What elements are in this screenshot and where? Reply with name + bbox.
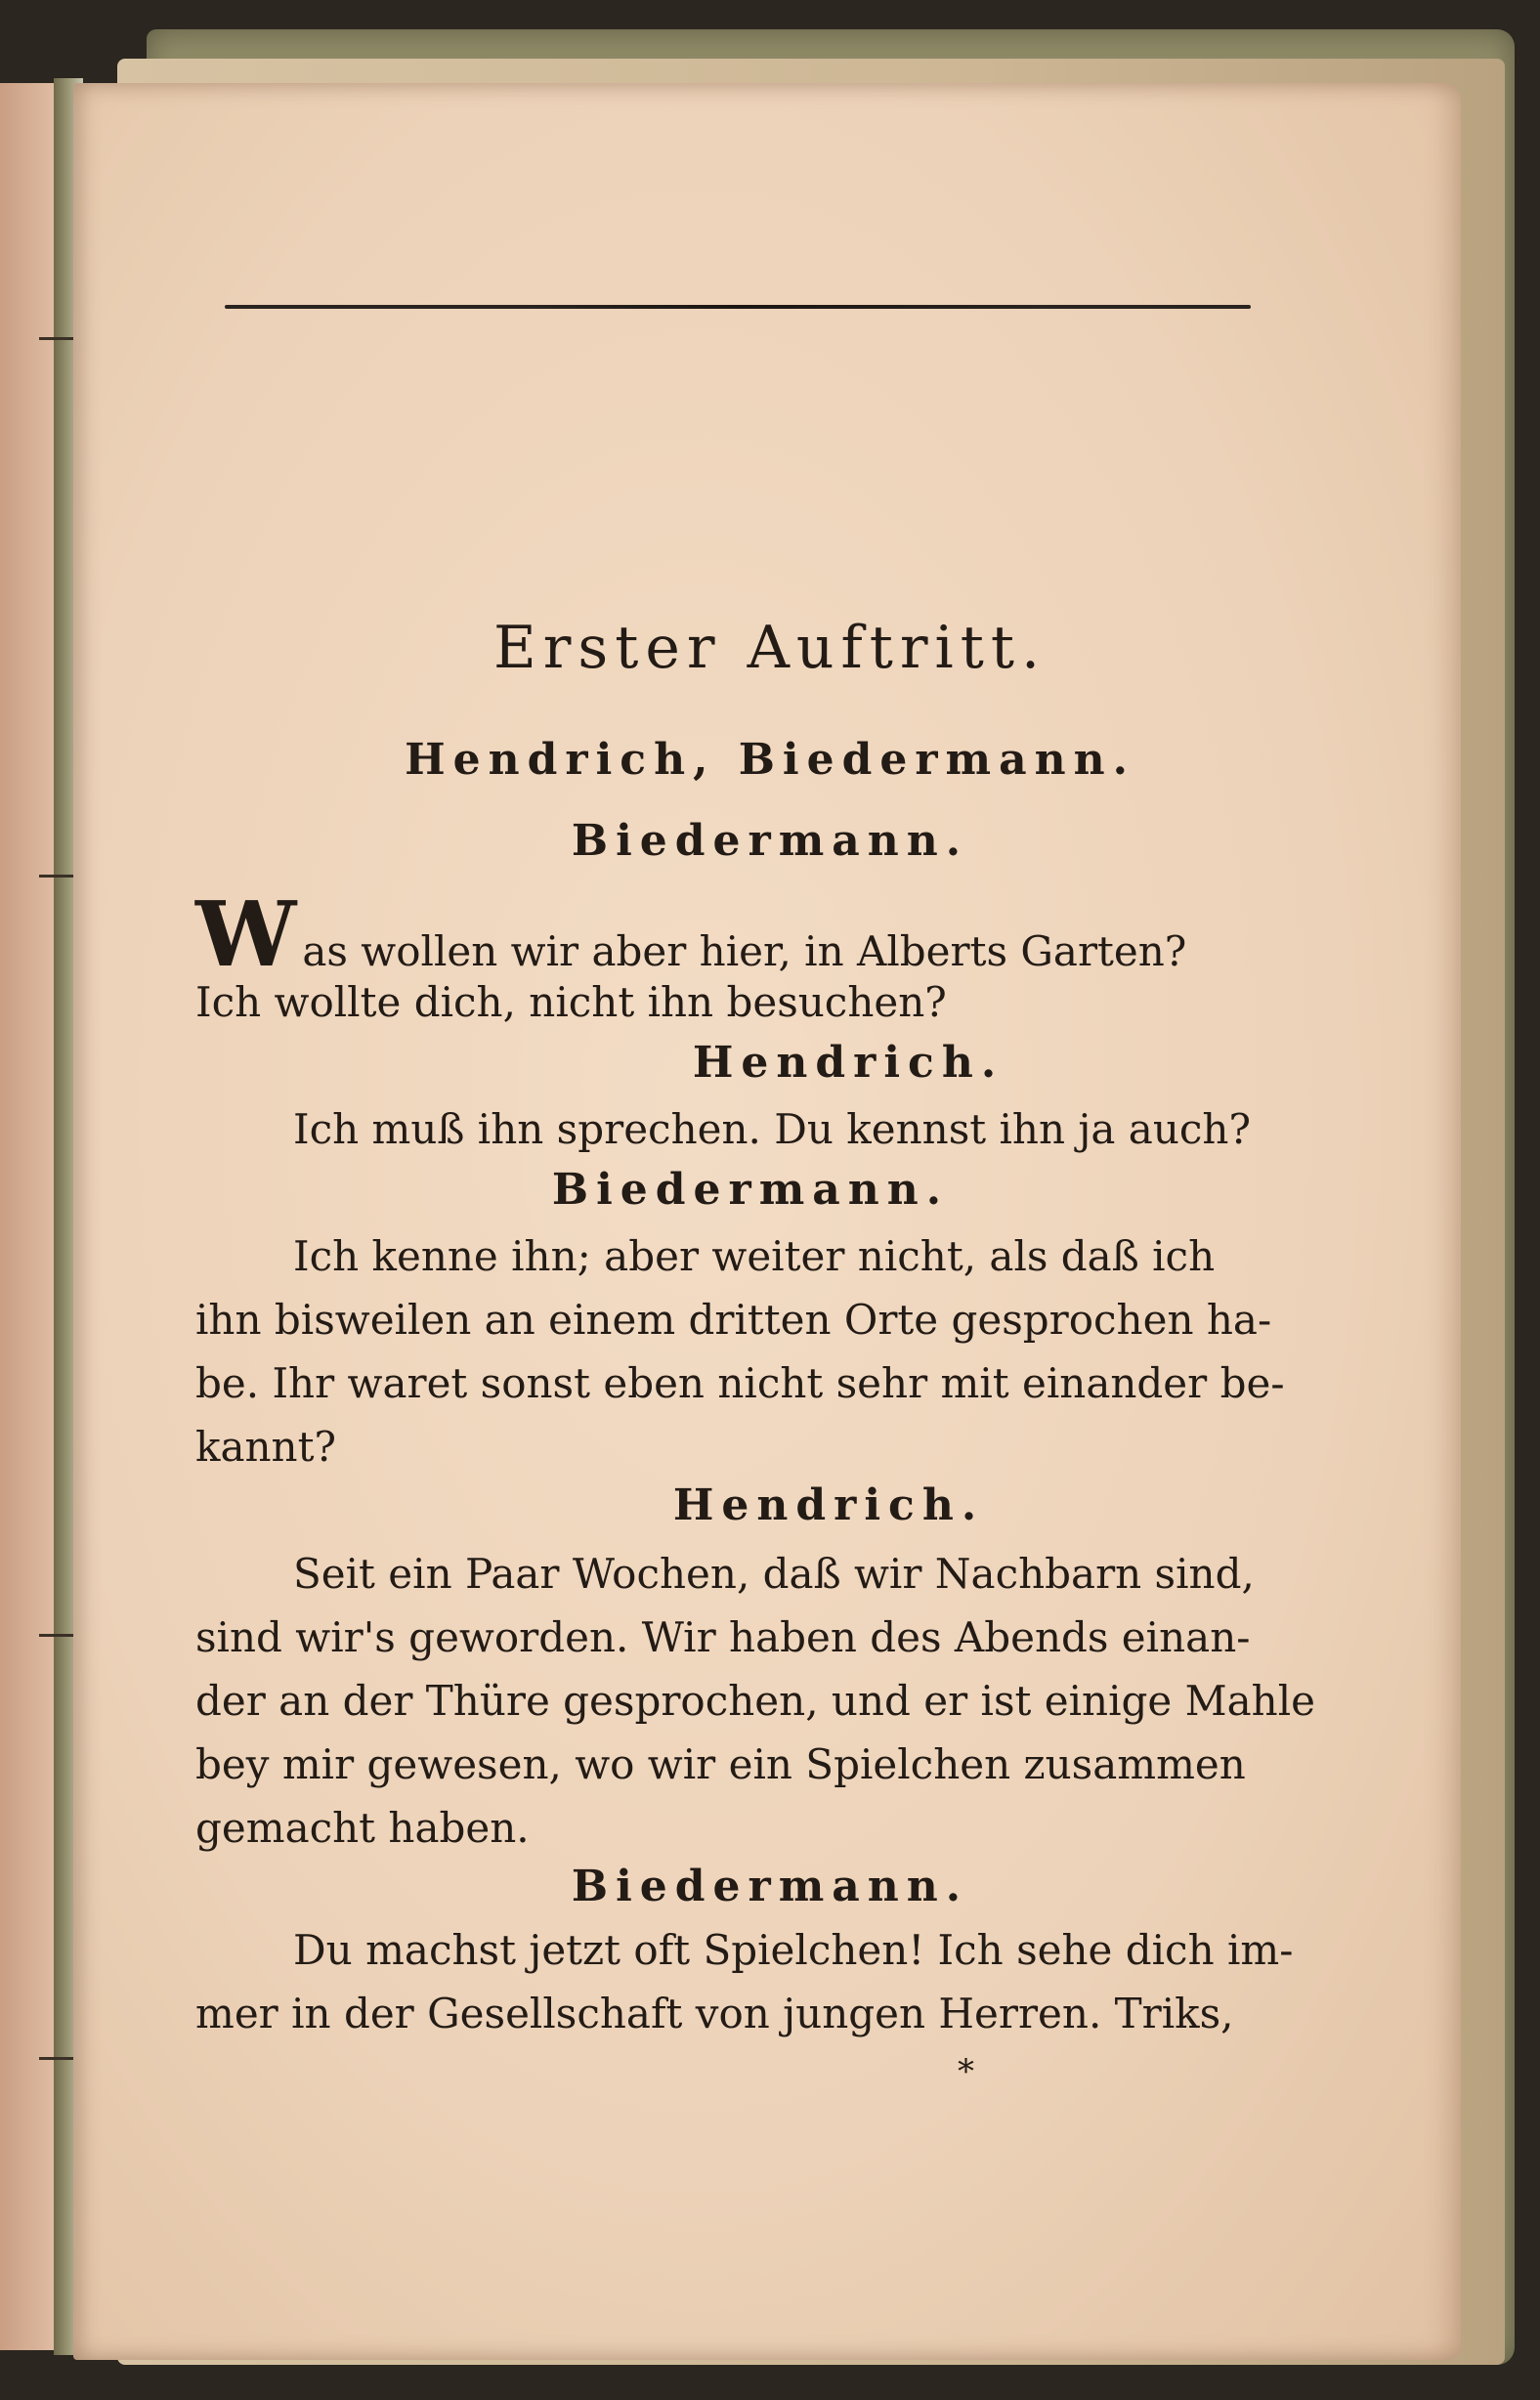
dialogue-line: der an der Thüre gesprochen, und er ist einige Mahle bbox=[195, 1677, 1315, 1725]
dialogue-line: Seit ein Paar Wochen, daß wir Nachbarn sind, bbox=[293, 1550, 1255, 1598]
dialogue-line: Ich kenne ihn; aber weiter nicht, als daß ich bbox=[293, 1232, 1216, 1280]
dialogue-line-rest: as wollen wir aber hier, in Alberts Garten? bbox=[302, 927, 1187, 975]
dialogue-line: mer in der Gesellschaft von jungen Herren. Triks, bbox=[195, 1990, 1234, 2037]
dialogue-line bbox=[195, 881, 1251, 987]
speaker-name: Biedermann. bbox=[571, 1862, 969, 1911]
facing-page bbox=[0, 83, 61, 2350]
speaker-name: Biedermann. bbox=[551, 1165, 950, 1215]
drop-cap: W bbox=[195, 881, 297, 987]
dialogue-line: sind wir's geworden. Wir haben des Abends einan- bbox=[195, 1613, 1251, 1661]
dialogue-line: bey mir gewesen, wo wir ein Spielchen zusammen bbox=[195, 1740, 1246, 1788]
speaker-name: Hendrich. bbox=[672, 1480, 985, 1530]
scene-title: Erster Auftritt. bbox=[492, 614, 1048, 682]
character-list: Hendrich, Biedermann. bbox=[405, 735, 1135, 785]
dialogue-line: Ich wollte dich, nicht ihn besuchen? bbox=[195, 978, 947, 1026]
speaker-name: Biedermann. bbox=[571, 816, 969, 866]
signature-mark: * bbox=[958, 2052, 974, 2091]
dialogue-line: kannt? bbox=[195, 1423, 336, 1471]
dialogue-line: be. Ihr waret sonst eben nicht sehr mit einander be- bbox=[195, 1359, 1285, 1407]
dialogue-line: gemacht haben. bbox=[195, 1804, 530, 1852]
dialogue-line: Du machst jetzt oft Spielchen! Ich sehe dich im- bbox=[293, 1926, 1294, 1974]
speaker-name: Hendrich. bbox=[692, 1038, 1005, 1088]
header-rule bbox=[225, 305, 1251, 309]
dialogue-line: ihn bisweilen an einem dritten Orte gesprochen ha- bbox=[195, 1296, 1272, 1344]
dialogue-line: Ich muß ihn sprechen. Du kennst ihn ja auch? bbox=[293, 1105, 1251, 1153]
